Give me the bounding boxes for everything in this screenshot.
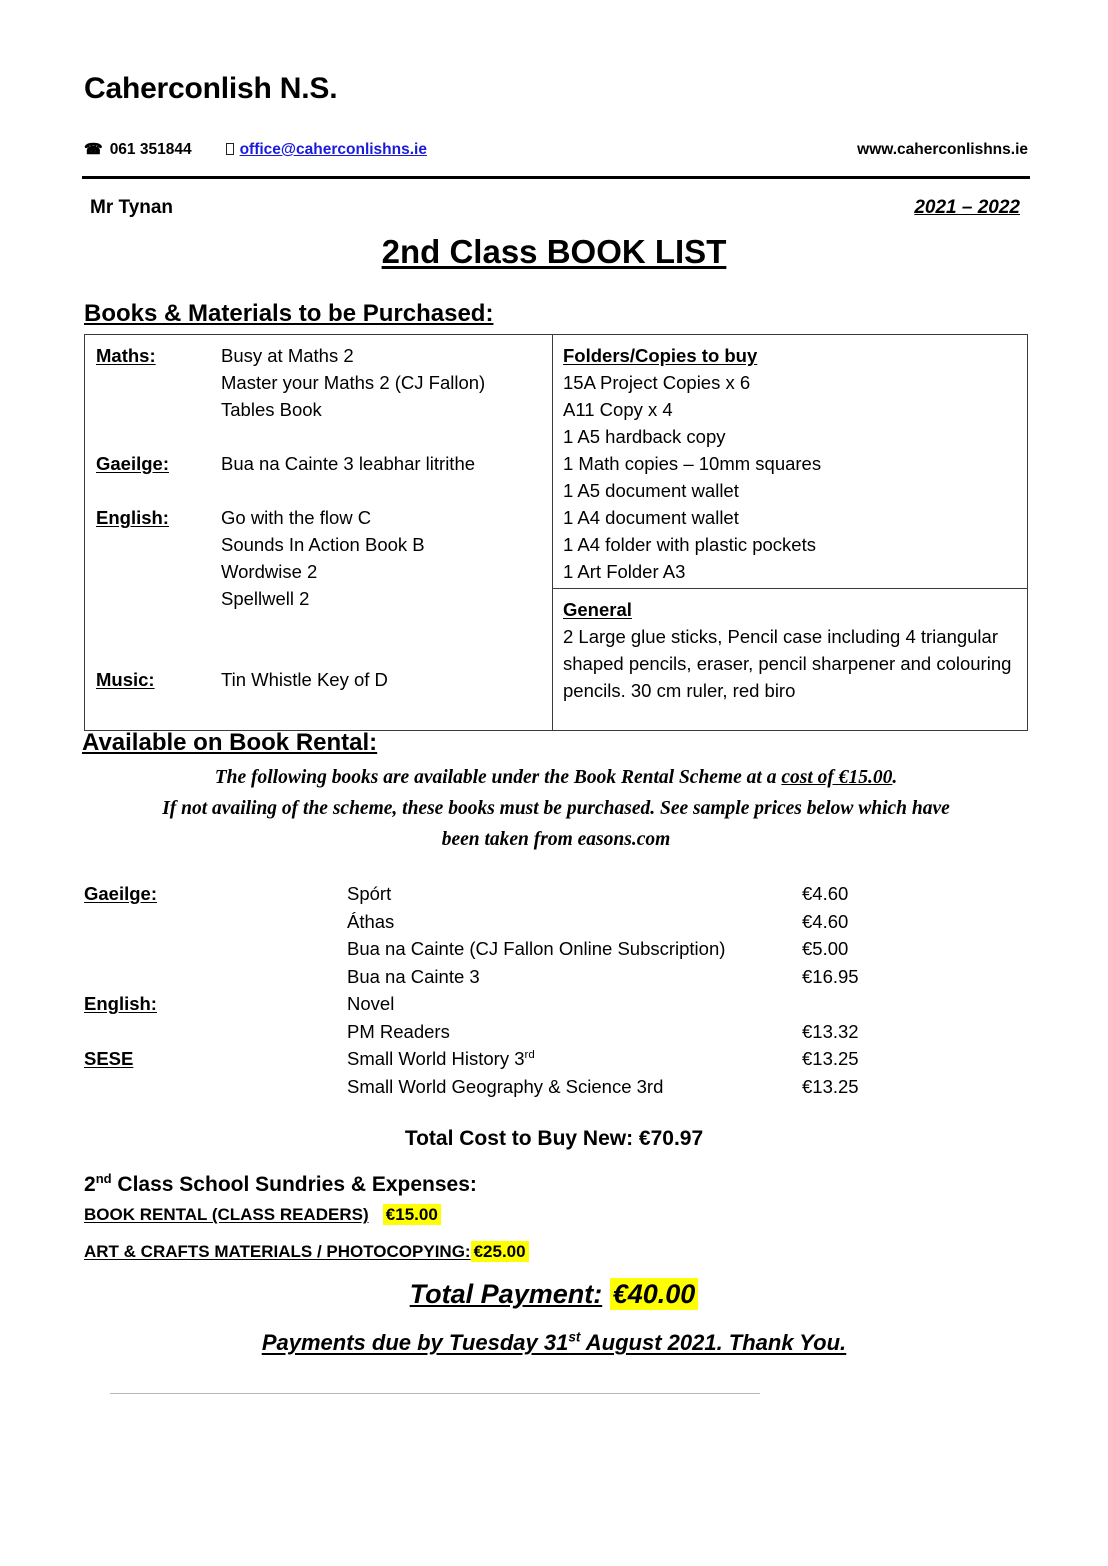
subject-items: [221, 504, 552, 612]
subject-block-gaeilge: [85, 450, 552, 477]
ordinal-suffix: rd: [524, 1048, 535, 1061]
rental-subject: [84, 1018, 347, 1046]
rental-book-title: Bua na Cainte (CJ Fallon Online Subscription): [347, 938, 726, 959]
spacer: [85, 612, 552, 639]
subject-label: Maths:: [96, 345, 156, 366]
materials-right-column: [553, 335, 1027, 730]
list-item: 1 A4 folder with plastic pockets: [563, 534, 816, 555]
rental-subject: [84, 935, 347, 963]
table-row: [84, 1018, 964, 1046]
general-title: General: [563, 599, 632, 620]
school-name: Caherconlish N.S.: [84, 72, 338, 105]
general-text: 2 Large glue sticks, Pencil case including 4 triangular shaped pencils, eraser, pencil sharpener and colouring pencils. 30 cm ruler, red biro: [563, 626, 1012, 701]
subject-label: Music:: [96, 669, 155, 690]
table-row: [84, 880, 964, 908]
rental-subject: [84, 963, 347, 991]
spacer: [85, 693, 552, 720]
rental-book-price: €13.25: [802, 1048, 859, 1069]
rental-intro-line2: If not availing of the scheme, these books must be purchased. See sample prices below which have: [162, 798, 950, 819]
subject-items: [221, 342, 552, 423]
payments-due-text: [262, 1330, 846, 1355]
materials-left-column: [85, 335, 553, 730]
rental-book-title: Bua na Cainte 3: [347, 965, 480, 987]
subject-label: English:: [96, 507, 169, 528]
list-item: Sounds In Action Book B: [221, 534, 425, 555]
table-row: [84, 1045, 964, 1073]
sundry-label: BOOK RENTAL (CLASS READERS): [84, 1205, 369, 1224]
rental-subject: Gaeilge:: [84, 883, 157, 904]
website-text: www.caherconlishns.ie: [857, 141, 1028, 158]
rental-intro-line1-post: .: [892, 767, 898, 788]
list-item: 1 A5 hardback copy: [563, 426, 726, 447]
ordinal-suffix: nd: [95, 1171, 112, 1186]
spacer: [85, 639, 552, 666]
payments-due-post: August 2021. Thank You.: [580, 1330, 847, 1355]
envelope-icon: [226, 143, 234, 155]
total-payment-amount: €40.00: [610, 1278, 699, 1310]
list-item: 1 A4 document wallet: [563, 507, 739, 528]
sundries-heading: [84, 1173, 477, 1197]
list-item: Go with the flow C: [221, 507, 372, 528]
sundries-heading-text: Class School Sundries & Expenses:: [111, 1173, 477, 1196]
phone-contact: [84, 140, 192, 159]
list-item: Bua na Cainte 3 leabhar litrithe: [221, 453, 476, 474]
teacher-name: Mr Tynan: [90, 197, 174, 218]
subject-items: [221, 450, 552, 477]
rental-cost-underlined: cost of €15.00: [781, 767, 893, 788]
total-payment-label: Total Payment:: [409, 1279, 603, 1309]
payments-due-pre: Payments due by Tuesday 31: [261, 1330, 569, 1355]
total-cost-buy-new: Total Cost to Buy New: €70.97: [404, 1127, 704, 1150]
list-item: 1 A5 document wallet: [563, 480, 739, 501]
rental-book-price: €13.25: [802, 1075, 859, 1097]
rental-price-list: [84, 880, 964, 1100]
heading-books-materials: Books & Materials to be Purchased:: [84, 300, 494, 327]
status-badge: €15.00: [383, 1204, 441, 1225]
list-item: Master your Maths 2 (CJ Fallon): [221, 372, 486, 393]
spacer: [85, 423, 552, 450]
ordinal-suffix: st: [568, 1329, 581, 1345]
rental-book-title: Áthas: [347, 910, 395, 932]
rental-intro-line3: been taken from easons.com: [441, 829, 671, 850]
folders-copies-title: Folders/Copies to buy: [563, 345, 758, 366]
heading-book-rental: Available on Book Rental:: [82, 729, 378, 756]
rental-book-price: €16.95: [802, 965, 859, 987]
table-row: [84, 935, 964, 963]
list-item: 1 Art Folder A3: [563, 561, 686, 582]
rental-book-price: €13.32: [802, 1020, 859, 1042]
rental-subject: English:: [84, 993, 157, 1014]
list-item: A11 Copy x 4: [563, 399, 673, 420]
rental-book-title: Spórt: [347, 883, 392, 904]
folders-copies-cell: [553, 335, 1027, 589]
list-item: 1 Math copies – 10mm squares: [563, 453, 822, 474]
rental-subject: SESE: [84, 1048, 134, 1069]
list-item: Tin Whistle Key of D: [221, 669, 388, 690]
sundry-book-rental: [84, 1205, 441, 1225]
list-item: Wordwise 2: [221, 561, 318, 582]
page-title: 2nd Class BOOK LIST: [381, 233, 727, 270]
list-item: Spellwell 2: [221, 588, 310, 609]
rental-book-price: €5.00: [802, 938, 849, 959]
table-row: [84, 908, 964, 936]
table-row: [84, 990, 964, 1018]
rental-book-title: Small World Geography & Science 3rd: [347, 1075, 664, 1097]
subject-block-music: [85, 666, 552, 693]
total-payment-line: [0, 1279, 1108, 1310]
contact-row: [84, 140, 1028, 159]
list-item: Busy at Maths 2: [221, 345, 354, 366]
teacher-year-row: [90, 197, 1020, 219]
rental-book-price: €4.60: [802, 910, 849, 932]
subject-block-maths: [85, 342, 552, 423]
subject-label: Gaeilge:: [96, 453, 169, 474]
payments-due-line: [0, 1330, 1108, 1356]
rental-intro-line1-pre: The following books are available under the Book Rental Scheme at a: [214, 767, 782, 788]
school-year: 2021 – 2022: [914, 197, 1020, 218]
rental-subject: [84, 908, 347, 936]
phone-number: 061 351844: [109, 141, 192, 158]
rental-book-title: Novel: [347, 993, 395, 1014]
rental-book-price: €4.60: [802, 883, 849, 904]
telephone-icon: ☎: [84, 141, 103, 158]
sundry-label: ART & CRAFTS MATERIALS / PHOTOCOPYING:: [84, 1242, 471, 1261]
sundries-heading-number: 2: [84, 1173, 96, 1196]
subject-block-english: [85, 504, 552, 612]
rental-book-title: PM Readers: [347, 1020, 450, 1042]
status-badge: €25.00: [471, 1241, 529, 1262]
email-link[interactable]: office@caherconlishns.ie: [239, 141, 427, 158]
header-divider: [82, 176, 1030, 179]
materials-table: [84, 334, 1028, 731]
rental-intro: [84, 762, 1028, 855]
email-contact: [226, 141, 427, 159]
table-row: [84, 1073, 964, 1101]
spacer: [85, 477, 552, 504]
sundry-art-crafts: [84, 1242, 529, 1262]
subject-items: [221, 666, 552, 693]
rental-book-title: [347, 1045, 802, 1073]
table-row: [84, 963, 964, 991]
rental-book-title-text: Small World History 3: [347, 1048, 525, 1069]
list-item: Tables Book: [221, 399, 322, 420]
footer-divider: [110, 1393, 760, 1394]
general-cell: [553, 589, 1027, 711]
list-item: 15A Project Copies x 6: [563, 372, 751, 393]
rental-intro-line1: [84, 762, 1028, 793]
rental-subject: [84, 1073, 347, 1101]
